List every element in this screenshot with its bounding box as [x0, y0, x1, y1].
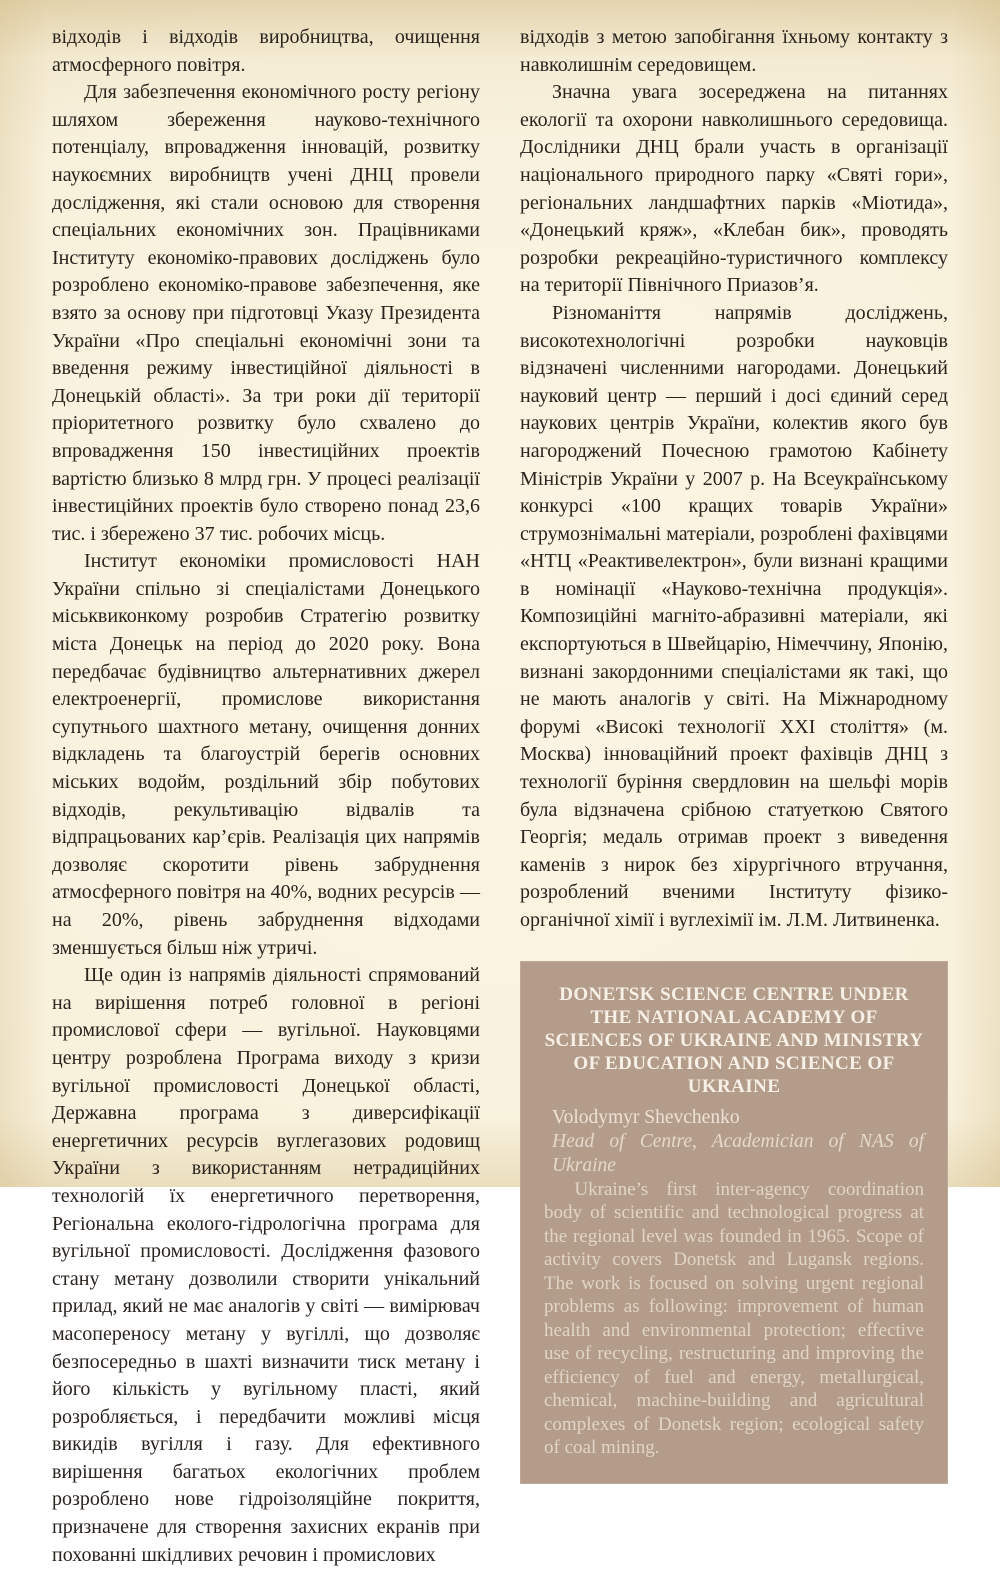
paragraph: Для забезпечення економічного росту регіону шляхом збереження науково-технічного потенціалу, впровадження інновацій, розвитку наукоємних виробництв учені ДНЦ провели дослідження, які стали основою для створення спеціальних економічних зон. Працівниками Інституту економіко-правових досліджень було розроблено економіко-правове забезпечення, яке взято за основу при підготовці Указу Президента України «Про спеціальні економічні зони та введення режиму інвестиційної діяльності в Донецькій області». За три роки дії території пріоритетного розвитку було схвалено до впровадження 150 інвестиційних проектів вартістю близько 8 млрд грн. У процесі реалізації інвестиційних проектів було створено понад 23,6 тис. і збережено 37 тис. робочих місць. — [52, 81, 480, 545]
two-column-layout — [52, 24, 948, 1569]
paragraph: Інститут економіки промисловості НАН України спільно зі спеціалістами Донецького міськвиконкому розробив Стратегію розвитку міста Донецьк на період до 2020 року. Вона передбачає будівництво альтернативних джерел електроенергії, промислове використання супутнього шахтного метану, очищення донних відкладень та благоустрій берегів основних міських водойм, роздільний збір побутових відходів, рекультивацію відвалів та відпрацьованих кар’єрів. Реалізація цих напрямів дозволяє скоротити рівень забруднення атмосферного повітря на 40%, водних ресурсів — на 20%, рівень забруднення відходами зменшується більш ніж утричі. — [52, 550, 480, 959]
summary-body-text: Ukraine’s first inter-agency coordination body of scientific and technological progress at the regional level was founded in 1965. Scope of activity covers Donetsk and Lugansk regions. The work is focused on solving urgent regional problems as following: improvement of human health and environmental protection; effective use of recycling, restructuring and improving the efficiency of fuel and energy, metallurgical, chemical, machine-building and agricultural complexes of Donetsk region; ecological safety of coal mining. — [544, 1178, 924, 1459]
paragraph-continuation: відходів і відходів виробництва, очищення атмосферного повітря. — [52, 26, 480, 76]
paragraph-continuation: відходів з метою запобігання їхньому контакту з навколишнім середовищем. — [520, 26, 948, 76]
paragraph: Ще один із напрямів діяльності спрямований на вирішення потреб головної в регіоні промислової сфери — вугільної. Науковцями центру розроблена Програма виходу з кризи вугільної промисловості Донецької області, Державна програма з диверсифікації енергетичних ресурсів вуглегазових родовищ України з використанням нетрадиційних технологій їх енергетичного перетворення, Регіональна еколого-гідрологічна програма для вугільної промисловості. Дослідження фазового стану метану дозволили створити унікальний прилад, який не має аналогів у світі — вимірювач масопереносу метану у вугіллі, що дозволяє безпосередньо в шахті визначити тиск метану і його кількість у вугільному пласті, який розробляється, і передбачити можливі місця викидів вугілля і газу. Для ефективного вирішення багатьох екологічних проблем розроблено нове гідроізоляційне покриття, призначене для створення захисних екранів при похованні шкідливих речовин і промислових — [52, 964, 480, 1566]
summary-author-role: Head of Centre, Academician of NAS of Ukraine — [552, 1130, 924, 1176]
english-summary-box — [520, 961, 948, 1484]
paragraph: Різноманіття напрямів досліджень, високотехнологічні розробки науковців відзначені численними нагородами. Донецький науковий центр — перший і досі єдиний серед наукових центрів України, колектив якого був нагороджений Почесною грамотою Кабінету Міністрів України у 2007 р. На Всеукраїнському конкурсі «100 кращих товарів України» струмознімальні матеріали, розроблені фахівцями «НТЦ «Реактивелектрон», були визнані кращими в номінації «Науково-технічна продукція». Композиційні магніто-абразивні матеріали, які експортуються в Швейцарію, Німеччину, Японію, визнані закордонними спеціалістами як такі, що не мають аналогів у світі. На Міжнародному форумі «Високі технології XXI століття» (м. Москва) інноваційний проект фахівців ДНЦ з технології буріння свердловин на шельфі морів була відзначена срібною статуеткою Святого Георгія; медаль отримав проект з виведення каменів з нирок без хірургічного втручання, розроблений вченими Інституту фізико-органічної хімії і вуглехімії ім. Л.М. Литвиненка. — [520, 301, 948, 931]
summary-author-name: Volodymyr Shevchenko — [552, 1106, 740, 1128]
left-column — [52, 24, 480, 1569]
paragraph: Значна увага зосереджена на питаннях екології та охорони навколишнього середовища. Дослідники ДНЦ брали участь в організації національного природного парку «Святі гори», регіональних ландшафтних парків «Міотида», «Донецький кряж», «Клебан бик», проводять розробки рекреаційно-туристичного комплексу на території Північного Приазов’я. — [520, 81, 948, 297]
summary-title: DONETSK SCIENCE CENTRE UNDER THE NATIONAL ACADEMY OF SCIENCES OF UKRAINE AND MINISTRY OF EDUCATION AND SCIENCE OF UKRAINE — [544, 983, 924, 1097]
right-column — [520, 24, 948, 1569]
